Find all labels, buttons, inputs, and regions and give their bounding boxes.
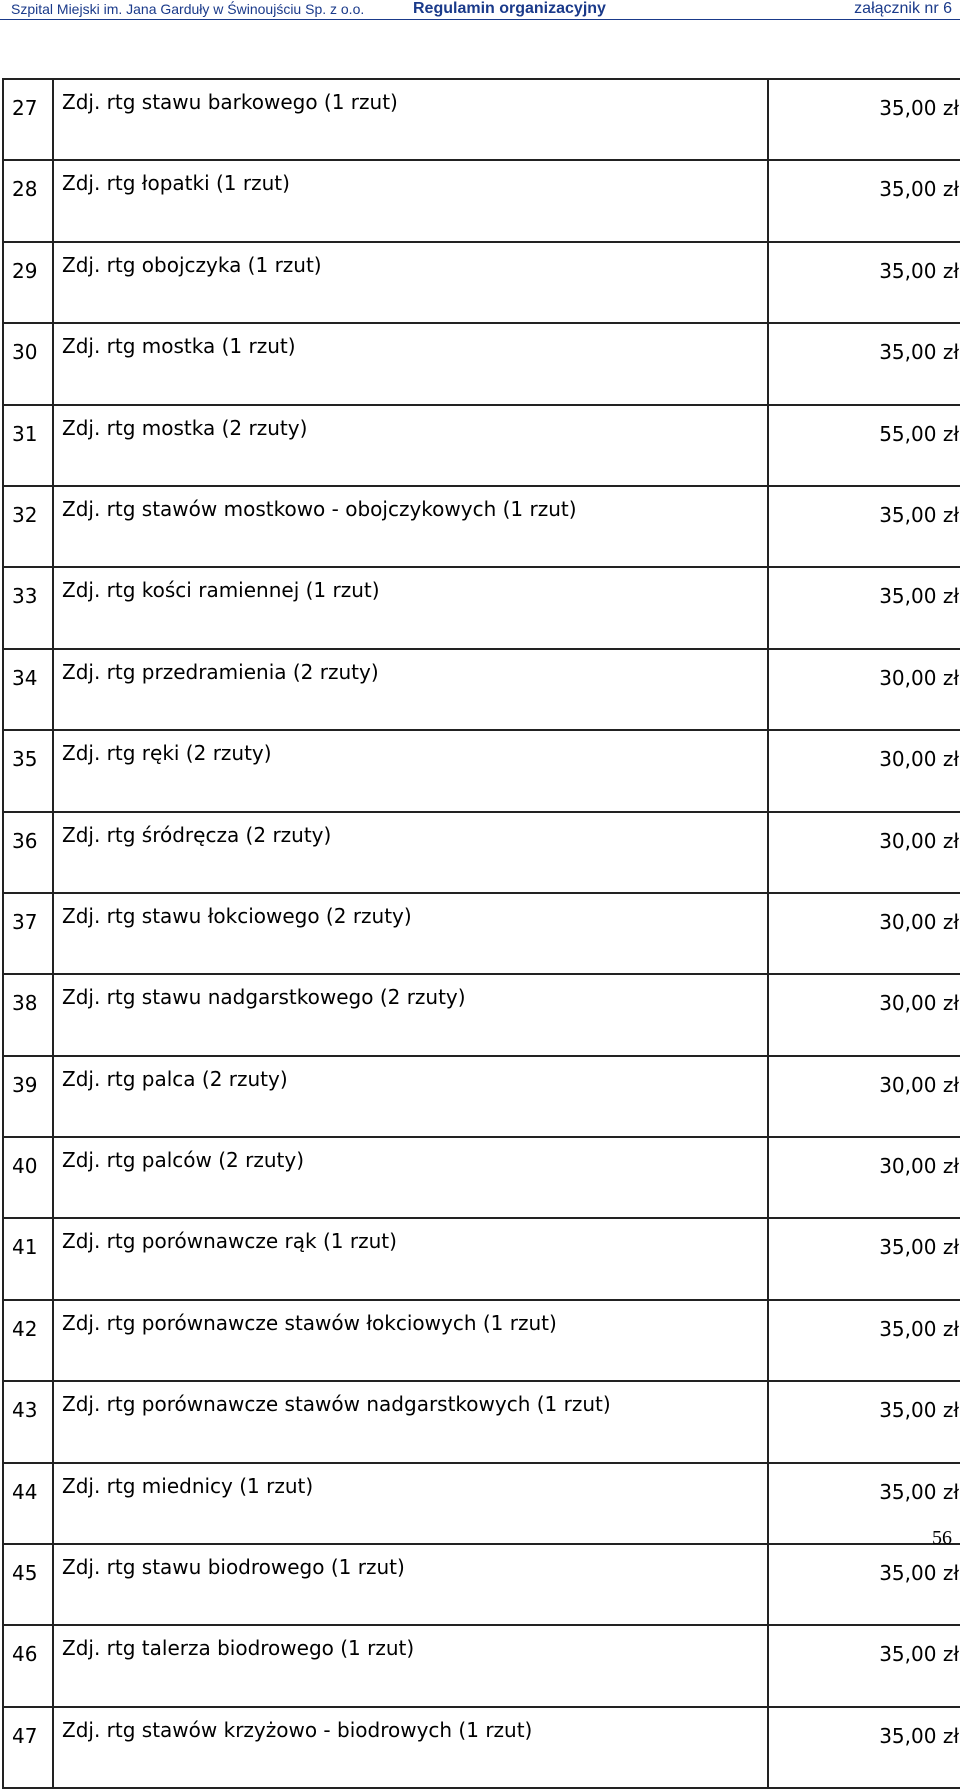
row-price: 30,00 zł (768, 974, 960, 1055)
price-table (2, 78, 960, 1789)
table-row (3, 1300, 960, 1381)
row-description: Zdj. rtg porównawcze stawów nadgarstkowych (1 rzut) (53, 1381, 768, 1462)
row-description: Zdj. rtg talerza biodrowego (1 rzut) (53, 1625, 768, 1706)
table-row (3, 649, 960, 730)
row-price: 35,00 zł (768, 1625, 960, 1706)
row-description: Zdj. rtg kości ramiennej (1 rzut) (53, 567, 768, 648)
table-row (3, 893, 960, 974)
row-price: 35,00 zł (768, 1381, 960, 1462)
row-number: 34 (3, 649, 53, 730)
row-description: Zdj. rtg przedramienia (2 rzuty) (53, 649, 768, 730)
row-price: 30,00 zł (768, 730, 960, 811)
row-price: 30,00 zł (768, 1056, 960, 1137)
table-row (3, 974, 960, 1055)
row-number: 37 (3, 893, 53, 974)
table-row (3, 1463, 960, 1544)
table-row (3, 486, 960, 567)
row-number: 33 (3, 567, 53, 648)
table-row (3, 1707, 960, 1788)
row-price: 55,00 zł (768, 405, 960, 486)
attachment-label: załącznik nr 6 (854, 0, 952, 17)
row-description: Zdj. rtg palca (2 rzuty) (53, 1056, 768, 1137)
row-number: 44 (3, 1463, 53, 1544)
table-row (3, 1218, 960, 1299)
table-row (3, 1381, 960, 1462)
price-table-body (3, 79, 960, 1788)
row-number: 30 (3, 323, 53, 404)
row-price: 30,00 zł (768, 812, 960, 893)
row-price: 35,00 zł (768, 1463, 960, 1544)
row-description: Zdj. rtg palców (2 rzuty) (53, 1137, 768, 1218)
row-description: Zdj. rtg stawu nadgarstkowego (2 rzuty) (53, 974, 768, 1055)
row-number: 40 (3, 1137, 53, 1218)
row-price: 35,00 zł (768, 323, 960, 404)
row-price: 35,00 zł (768, 79, 960, 160)
row-number: 47 (3, 1707, 53, 1788)
row-description: Zdj. rtg porównawcze stawów łokciowych (1 rzut) (53, 1300, 768, 1381)
document-title: Regulamin organizacyjny (413, 0, 606, 17)
header-divider (0, 19, 960, 20)
row-description: Zdj. rtg obojczyka (1 rzut) (53, 242, 768, 323)
row-price: 30,00 zł (768, 649, 960, 730)
row-number: 39 (3, 1056, 53, 1137)
row-price: 35,00 zł (768, 242, 960, 323)
row-number: 41 (3, 1218, 53, 1299)
row-description: Zdj. rtg śródręcza (2 rzuty) (53, 812, 768, 893)
table-row (3, 812, 960, 893)
row-price: 35,00 zł (768, 486, 960, 567)
table-row (3, 405, 960, 486)
row-description: Zdj. rtg stawu łokciowego (2 rzuty) (53, 893, 768, 974)
table-row (3, 730, 960, 811)
row-description: Zdj. rtg mostka (2 rzuty) (53, 405, 768, 486)
row-number: 36 (3, 812, 53, 893)
table-row (3, 242, 960, 323)
row-price: 35,00 zł (768, 567, 960, 648)
row-number: 31 (3, 405, 53, 486)
page-number: 56 (932, 1527, 952, 1549)
page-header (0, 0, 960, 20)
row-description: Zdj. rtg łopatki (1 rzut) (53, 160, 768, 241)
row-number: 35 (3, 730, 53, 811)
row-number: 42 (3, 1300, 53, 1381)
row-number: 32 (3, 486, 53, 567)
row-description: Zdj. rtg stawu biodrowego (1 rzut) (53, 1544, 768, 1625)
row-price: 35,00 zł (768, 1544, 960, 1625)
table-row (3, 323, 960, 404)
row-description: Zdj. rtg porównawcze rąk (1 rzut) (53, 1218, 768, 1299)
row-description: Zdj. rtg stawów mostkowo - obojczykowych (1 rzut) (53, 486, 768, 567)
row-description: Zdj. rtg mostka (1 rzut) (53, 323, 768, 404)
row-price: 35,00 zł (768, 1218, 960, 1299)
row-number: 29 (3, 242, 53, 323)
row-description: Zdj. rtg miednicy (1 rzut) (53, 1463, 768, 1544)
row-description: Zdj. rtg stawu barkowego (1 rzut) (53, 79, 768, 160)
row-price: 35,00 zł (768, 160, 960, 241)
table-row (3, 1137, 960, 1218)
table-row (3, 1625, 960, 1706)
row-number: 38 (3, 974, 53, 1055)
table-row (3, 567, 960, 648)
row-price: 30,00 zł (768, 1137, 960, 1218)
table-row (3, 79, 960, 160)
row-number: 43 (3, 1381, 53, 1462)
hospital-name: Szpital Miejski im. Jana Garduły w Świnoujściu Sp. z o.o. (11, 1, 365, 17)
row-price: 35,00 zł (768, 1300, 960, 1381)
row-number: 45 (3, 1544, 53, 1625)
row-description: Zdj. rtg ręki (2 rzuty) (53, 730, 768, 811)
row-number: 28 (3, 160, 53, 241)
table-row (3, 1056, 960, 1137)
row-description: Zdj. rtg stawów krzyżowo - biodrowych (1 rzut) (53, 1707, 768, 1788)
table-row (3, 1544, 960, 1625)
row-number: 46 (3, 1625, 53, 1706)
row-price: 35,00 zł (768, 1707, 960, 1788)
row-price: 30,00 zł (768, 893, 960, 974)
row-number: 27 (3, 79, 53, 160)
table-row (3, 160, 960, 241)
